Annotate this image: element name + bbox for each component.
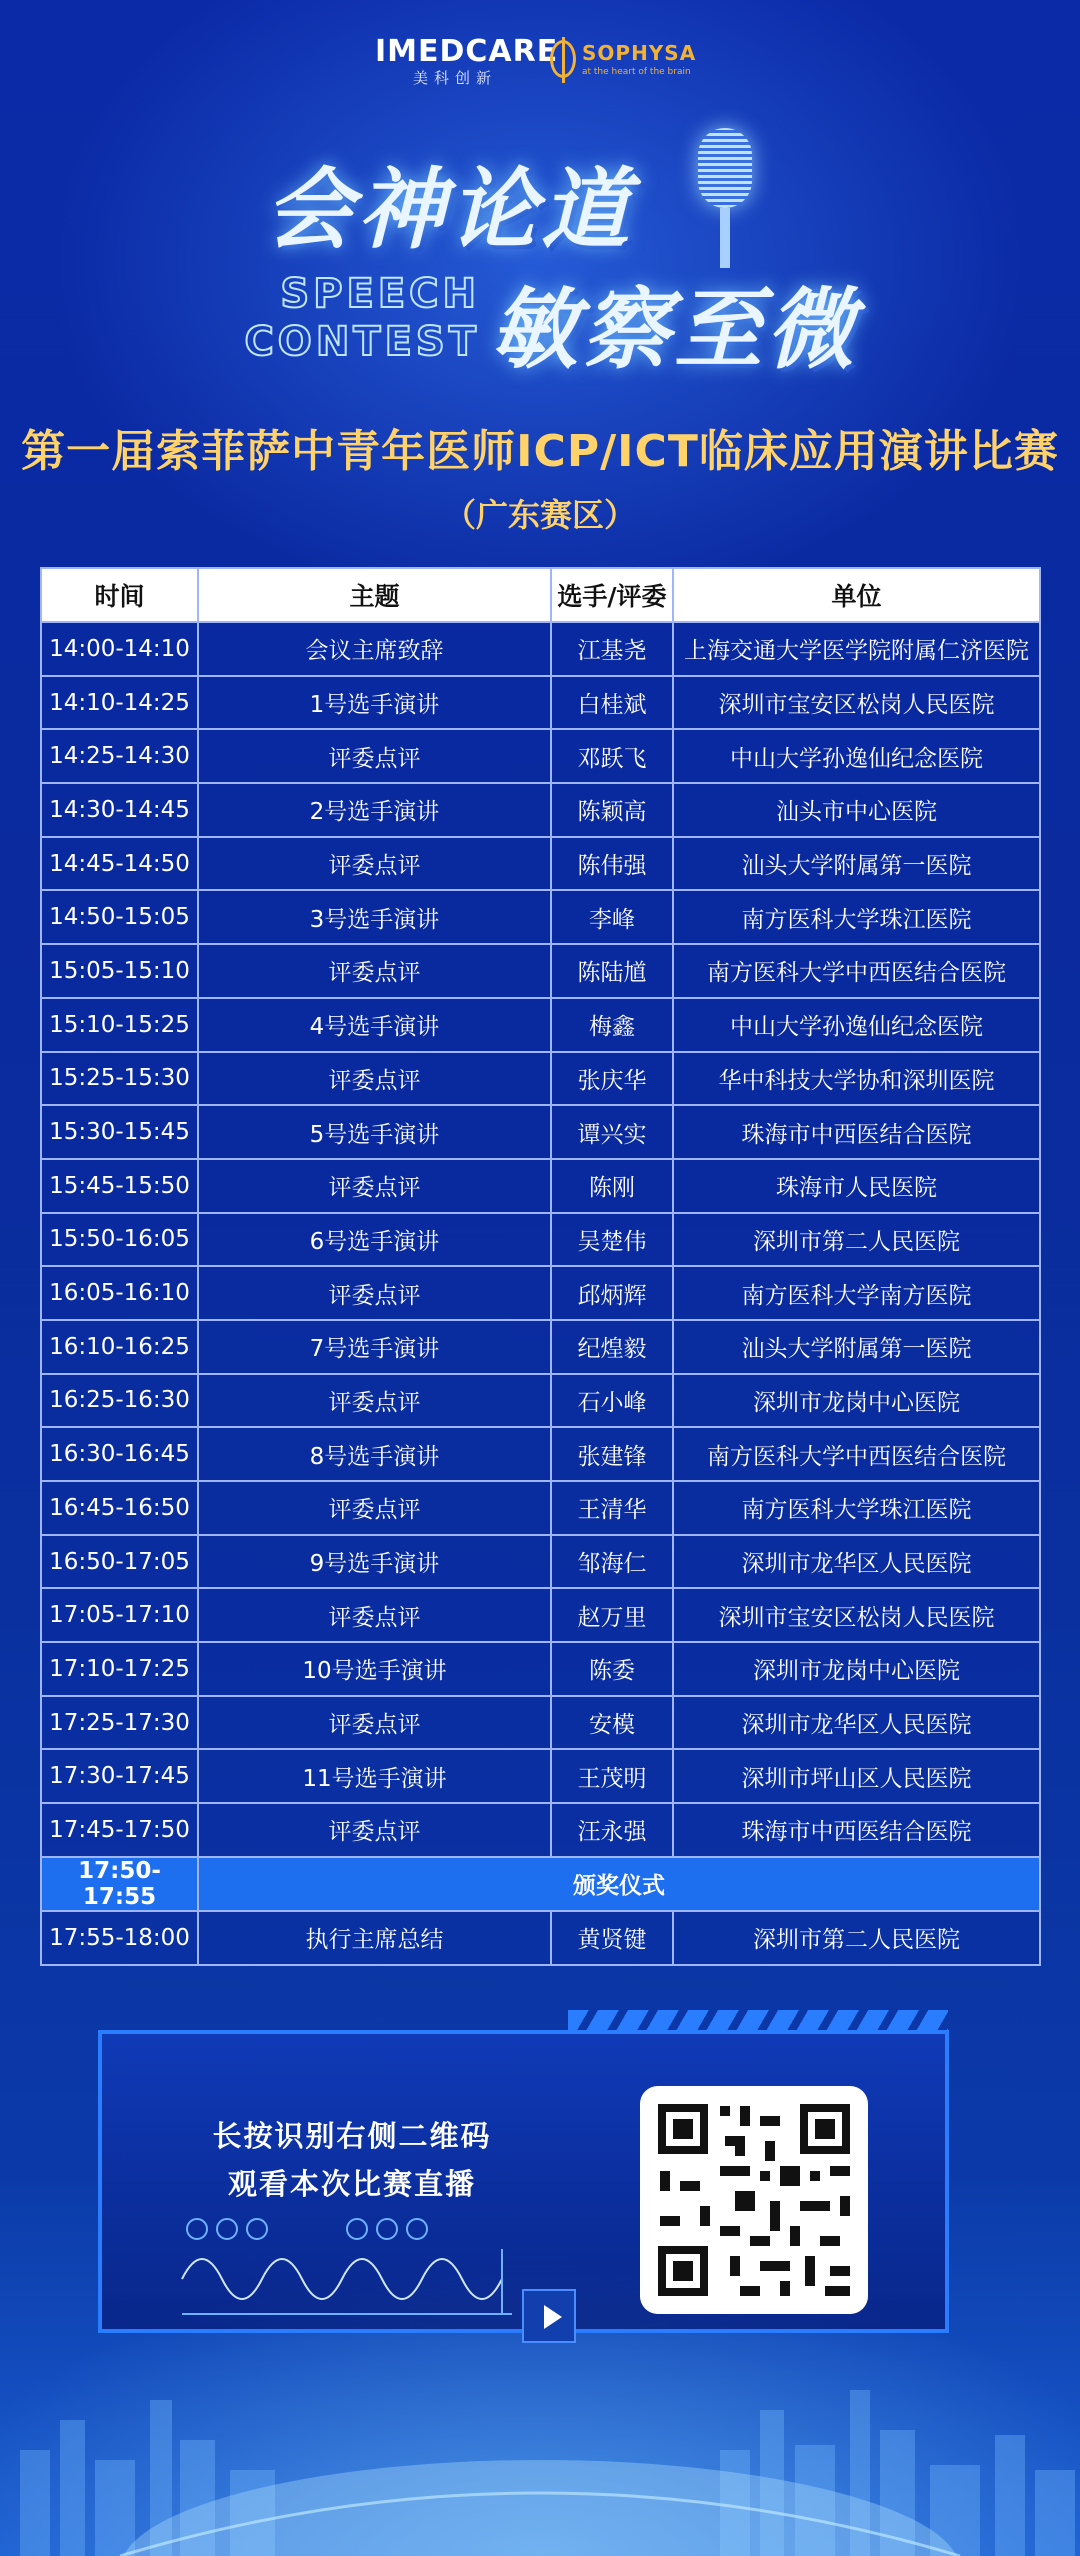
microphone-icon bbox=[688, 128, 768, 278]
table-row bbox=[41, 1696, 1040, 1750]
cell-speaker: 陈刚 bbox=[551, 1159, 673, 1213]
table-row bbox=[41, 1588, 1040, 1642]
cell-topic: 评委点评 bbox=[198, 729, 551, 783]
cell-time: 17:30-17:45 bbox=[41, 1749, 198, 1803]
cell-topic: 8号选手演讲 bbox=[198, 1427, 551, 1481]
cell-unit: 深圳市龙岗中心医院 bbox=[673, 1374, 1040, 1428]
cell-unit: 深圳市第二人民医院 bbox=[673, 1213, 1040, 1267]
cell-time: 17:55-18:00 bbox=[41, 1911, 198, 1965]
cell-time: 14:30-14:45 bbox=[41, 783, 198, 837]
cell-unit: 珠海市中西医结合医院 bbox=[673, 1803, 1040, 1857]
cell-unit: 汕头市中心医院 bbox=[673, 783, 1040, 837]
cell-topic: 评委点评 bbox=[198, 1374, 551, 1428]
cell-unit: 南方医科大学珠江医院 bbox=[673, 1481, 1040, 1535]
table-row bbox=[41, 1481, 1040, 1535]
cell-speaker: 张庆华 bbox=[551, 1052, 673, 1106]
cell-time: 14:45-14:50 bbox=[41, 837, 198, 891]
sophysa-logo-text: SOPHYSA bbox=[582, 41, 697, 65]
cell-time: 16:45-16:50 bbox=[41, 1481, 198, 1535]
cell-unit: 华中科技大学协和深圳医院 bbox=[673, 1052, 1040, 1106]
cell-time: 16:05-16:10 bbox=[41, 1266, 198, 1320]
table-row bbox=[41, 1427, 1040, 1481]
cell-unit: 汕头大学附属第一医院 bbox=[673, 837, 1040, 891]
cell-topic: 3号选手演讲 bbox=[198, 890, 551, 944]
award-time: 17:50-17:55 bbox=[41, 1857, 198, 1911]
header-time: 时间 bbox=[41, 568, 198, 622]
cell-unit: 珠海市中西医结合医院 bbox=[673, 1105, 1040, 1159]
cell-topic: 评委点评 bbox=[198, 1696, 551, 1750]
cell-speaker: 王清华 bbox=[551, 1481, 673, 1535]
cell-speaker: 陈委 bbox=[551, 1642, 673, 1696]
award-label: 颁奖仪式 bbox=[198, 1857, 1040, 1911]
cell-time: 14:50-15:05 bbox=[41, 890, 198, 944]
cell-unit: 深圳市坪山区人民医院 bbox=[673, 1749, 1040, 1803]
cell-time: 14:10-14:25 bbox=[41, 676, 198, 730]
table-row bbox=[41, 1642, 1040, 1696]
cell-speaker: 石小峰 bbox=[551, 1374, 673, 1428]
cell-speaker: 张建锋 bbox=[551, 1427, 673, 1481]
sophysa-tagline: at the heart of the brain bbox=[582, 67, 691, 77]
table-row bbox=[41, 1052, 1040, 1106]
cell-time: 15:30-15:45 bbox=[41, 1105, 198, 1159]
cell-speaker: 陈伟强 bbox=[551, 837, 673, 891]
cell-topic: 1号选手演讲 bbox=[198, 676, 551, 730]
imedcare-logo bbox=[375, 34, 559, 88]
sophysa-logo bbox=[550, 40, 696, 78]
award-row bbox=[41, 1857, 1040, 1911]
table-row bbox=[41, 729, 1040, 783]
cell-speaker: 纪煌毅 bbox=[551, 1320, 673, 1374]
table-row bbox=[41, 1374, 1040, 1428]
cell-speaker: 邹海仁 bbox=[551, 1535, 673, 1589]
hero-title-line1: 会神论道 bbox=[265, 158, 634, 261]
hero-title-line2: 敏察至微 bbox=[490, 278, 859, 381]
table-row bbox=[41, 783, 1040, 837]
hero-en-line2: CONTEST bbox=[244, 319, 480, 365]
table-row bbox=[41, 1749, 1040, 1803]
cell-unit: 汕头大学附属第一医院 bbox=[673, 1320, 1040, 1374]
sophysa-mark-icon bbox=[550, 40, 576, 78]
imedcare-logo-text: IMEDCARE bbox=[375, 34, 559, 69]
cell-speaker: 江基尧 bbox=[551, 622, 673, 676]
cell-topic: 评委点评 bbox=[198, 1803, 551, 1857]
cell-topic: 评委点评 bbox=[198, 944, 551, 998]
header-unit: 单位 bbox=[673, 568, 1040, 622]
event-title: 第一届索菲萨中青年医师ICP/ICT临床应用演讲比赛 bbox=[21, 426, 1059, 477]
cell-topic: 9号选手演讲 bbox=[198, 1535, 551, 1589]
cell-speaker: 赵万里 bbox=[551, 1588, 673, 1642]
cell-speaker: 汪永强 bbox=[551, 1803, 673, 1857]
cell-unit: 上海交通大学医学院附属仁济医院 bbox=[673, 622, 1040, 676]
cell-unit: 南方医科大学南方医院 bbox=[673, 1266, 1040, 1320]
live-stream-card bbox=[98, 2010, 951, 2335]
cell-unit: 深圳市宝安区松岗人民医院 bbox=[673, 1588, 1040, 1642]
table-row bbox=[41, 1213, 1040, 1267]
cell-unit: 深圳市龙华区人民医院 bbox=[673, 1696, 1040, 1750]
cell-time: 14:00-14:10 bbox=[41, 622, 198, 676]
schedule-table bbox=[40, 567, 1041, 1966]
cell-unit: 中山大学孙逸仙纪念医院 bbox=[673, 729, 1040, 783]
live-line1: 长按识别右侧二维码 bbox=[212, 2119, 492, 2153]
hero-english-title bbox=[180, 270, 480, 366]
qr-code[interactable] bbox=[640, 2086, 868, 2314]
cell-topic: 10号选手演讲 bbox=[198, 1642, 551, 1696]
cell-time: 17:05-17:10 bbox=[41, 1588, 198, 1642]
table-row bbox=[41, 944, 1040, 998]
cell-speaker: 白桂斌 bbox=[551, 676, 673, 730]
header-speaker: 选手/评委 bbox=[551, 568, 673, 622]
cell-topic: 2号选手演讲 bbox=[198, 783, 551, 837]
logo-bar bbox=[0, 34, 1080, 94]
event-subtitle: （广东赛区） bbox=[443, 496, 636, 534]
imedcare-logo-cn: 美科创新 bbox=[412, 69, 497, 87]
header-topic: 主题 bbox=[198, 568, 551, 622]
cell-unit: 深圳市第二人民医院 bbox=[673, 1911, 1040, 1965]
city-skyline-graphic bbox=[0, 2330, 1080, 2556]
cell-unit: 深圳市龙岗中心医院 bbox=[673, 1642, 1040, 1696]
table-row bbox=[41, 1159, 1040, 1213]
table-row bbox=[41, 890, 1040, 944]
cell-topic: 执行主席总结 bbox=[198, 1911, 551, 1965]
cell-unit: 深圳市龙华区人民医院 bbox=[673, 1535, 1040, 1589]
cell-unit: 南方医科大学中西医结合医院 bbox=[673, 1427, 1040, 1481]
table-row bbox=[41, 1105, 1040, 1159]
live-line2: 观看本次比赛直播 bbox=[227, 2167, 476, 2201]
card-frame bbox=[98, 2030, 949, 2333]
cell-unit: 中山大学孙逸仙纪念医院 bbox=[673, 998, 1040, 1052]
cell-speaker: 安模 bbox=[551, 1696, 673, 1750]
cell-topic: 评委点评 bbox=[198, 1481, 551, 1535]
cell-topic: 评委点评 bbox=[198, 1159, 551, 1213]
cell-topic: 5号选手演讲 bbox=[198, 1105, 551, 1159]
table-row bbox=[41, 1266, 1040, 1320]
table-row bbox=[41, 676, 1040, 730]
table-row bbox=[41, 622, 1040, 676]
cell-topic: 7号选手演讲 bbox=[198, 1320, 551, 1374]
cell-unit: 深圳市宝安区松岗人民医院 bbox=[673, 676, 1040, 730]
cell-speaker: 陈陆馗 bbox=[551, 944, 673, 998]
cell-speaker: 邱炳辉 bbox=[551, 1266, 673, 1320]
cell-speaker: 谭兴实 bbox=[551, 1105, 673, 1159]
waveform-icon bbox=[172, 2214, 532, 2334]
cell-topic: 评委点评 bbox=[198, 1266, 551, 1320]
cell-speaker: 李峰 bbox=[551, 890, 673, 944]
cell-time: 15:45-15:50 bbox=[41, 1159, 198, 1213]
table-row bbox=[41, 1320, 1040, 1374]
cell-time: 17:10-17:25 bbox=[41, 1642, 198, 1696]
cell-time: 16:30-16:45 bbox=[41, 1427, 198, 1481]
cell-unit: 南方医科大学珠江医院 bbox=[673, 890, 1040, 944]
cell-topic: 11号选手演讲 bbox=[198, 1749, 551, 1803]
cell-topic: 4号选手演讲 bbox=[198, 998, 551, 1052]
cell-time: 14:25-14:30 bbox=[41, 729, 198, 783]
table-row bbox=[41, 837, 1040, 891]
cell-time: 15:05-15:10 bbox=[41, 944, 198, 998]
table-row bbox=[41, 1911, 1040, 1965]
cell-speaker: 陈颖高 bbox=[551, 783, 673, 837]
table-header-row bbox=[41, 568, 1040, 622]
cell-topic: 评委点评 bbox=[198, 837, 551, 891]
table-row bbox=[41, 1535, 1040, 1589]
cell-speaker: 王茂明 bbox=[551, 1749, 673, 1803]
cell-speaker: 邓跃飞 bbox=[551, 729, 673, 783]
cell-speaker: 梅鑫 bbox=[551, 998, 673, 1052]
cell-time: 15:50-16:05 bbox=[41, 1213, 198, 1267]
cell-time: 15:25-15:30 bbox=[41, 1052, 198, 1106]
cell-topic: 6号选手演讲 bbox=[198, 1213, 551, 1267]
cell-time: 16:10-16:25 bbox=[41, 1320, 198, 1374]
cell-speaker: 吴楚伟 bbox=[551, 1213, 673, 1267]
cell-time: 16:50-17:05 bbox=[41, 1535, 198, 1589]
cell-time: 17:45-17:50 bbox=[41, 1803, 198, 1857]
table-row bbox=[41, 1803, 1040, 1857]
hero-banner bbox=[0, 120, 1080, 380]
cell-time: 15:10-15:25 bbox=[41, 998, 198, 1052]
cell-unit: 珠海市人民医院 bbox=[673, 1159, 1040, 1213]
cell-speaker: 黄贤键 bbox=[551, 1911, 673, 1965]
cell-time: 17:25-17:30 bbox=[41, 1696, 198, 1750]
cell-topic: 评委点评 bbox=[198, 1052, 551, 1106]
cell-topic: 会议主席致辞 bbox=[198, 622, 551, 676]
table-row bbox=[41, 998, 1040, 1052]
cell-unit: 南方医科大学中西医结合医院 bbox=[673, 944, 1040, 998]
cell-time: 16:25-16:30 bbox=[41, 1374, 198, 1428]
cell-topic: 评委点评 bbox=[198, 1588, 551, 1642]
hero-en-line1: SPEECH bbox=[280, 271, 480, 317]
